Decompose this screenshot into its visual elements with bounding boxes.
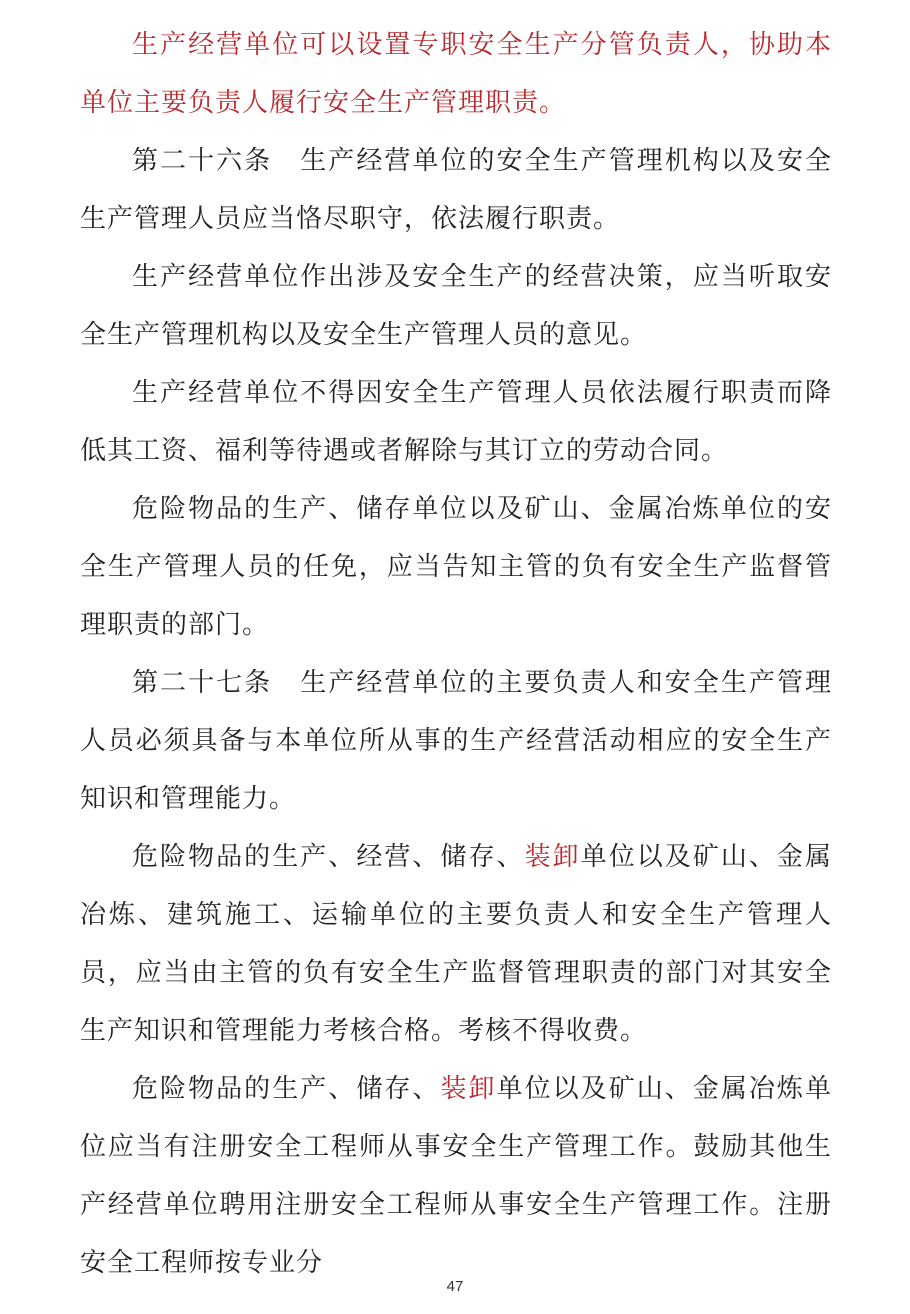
paragraph-8 xyxy=(80,1060,832,1292)
highlighted-text: 生产经营单位可以设置专职安全生产分管负责人，协助本单位主要负责人履行安全生产管理职责。 xyxy=(80,30,832,118)
paragraph-1 xyxy=(80,16,832,132)
paragraph-text: 单位以及矿山、金属冶炼、建筑施工、运输单位的主要负责人和安全生产管理人员，应当由主管的负有安全生产监督管理职责的部门对其安全生产知识和管理能力考核合格。考核不得收费。 xyxy=(80,842,832,1046)
paragraph-4 xyxy=(80,364,832,480)
paragraph-5 xyxy=(80,480,832,654)
paragraph-text: 生产经营单位不得因安全生产管理人员依法履行职责而降低其工资、福利等待遇或者解除与其订立的劳动合同。 xyxy=(80,378,832,466)
paragraph-2-article-26 xyxy=(80,132,832,248)
paragraph-text: 单位以及矿山、金属冶炼单位应当有注册安全工程师从事安全生产管理工作。鼓励其他生产经营单位聘用注册安全工程师从事安全生产管理工作。注册安全工程师按专业分 xyxy=(80,1074,832,1278)
paragraph-7 xyxy=(80,828,832,1060)
paragraph-text: 危险物品的生产、经营、储存、 xyxy=(132,842,525,872)
paragraph-text: 危险物品的生产、储存单位以及矿山、金属冶炼单位的安全生产管理人员的任免，应当告知主管的负有安全生产监督管理职责的部门。 xyxy=(80,494,832,640)
paragraph-3 xyxy=(80,248,832,364)
paragraph-6-article-27 xyxy=(80,654,832,828)
highlighted-text: 装卸 xyxy=(524,842,581,872)
page-number: 47 xyxy=(446,1278,464,1295)
paragraph-text: 第二十七条 生产经营单位的主要负责人和安全生产管理人员必须具备与本单位所从事的生产经营活动相应的安全生产知识和管理能力。 xyxy=(80,668,832,814)
paragraph-text: 第二十六条 生产经营单位的安全生产管理机构以及安全生产管理人员应当恪尽职守，依法履行职责。 xyxy=(80,146,832,234)
paragraph-text: 生产经营单位作出涉及安全生产的经营决策，应当听取安全生产管理机构以及安全生产管理人员的意见。 xyxy=(80,262,832,350)
highlighted-text: 装卸 xyxy=(440,1074,497,1104)
paragraph-text: 危险物品的生产、储存、 xyxy=(132,1074,441,1104)
body-text xyxy=(80,16,832,1292)
